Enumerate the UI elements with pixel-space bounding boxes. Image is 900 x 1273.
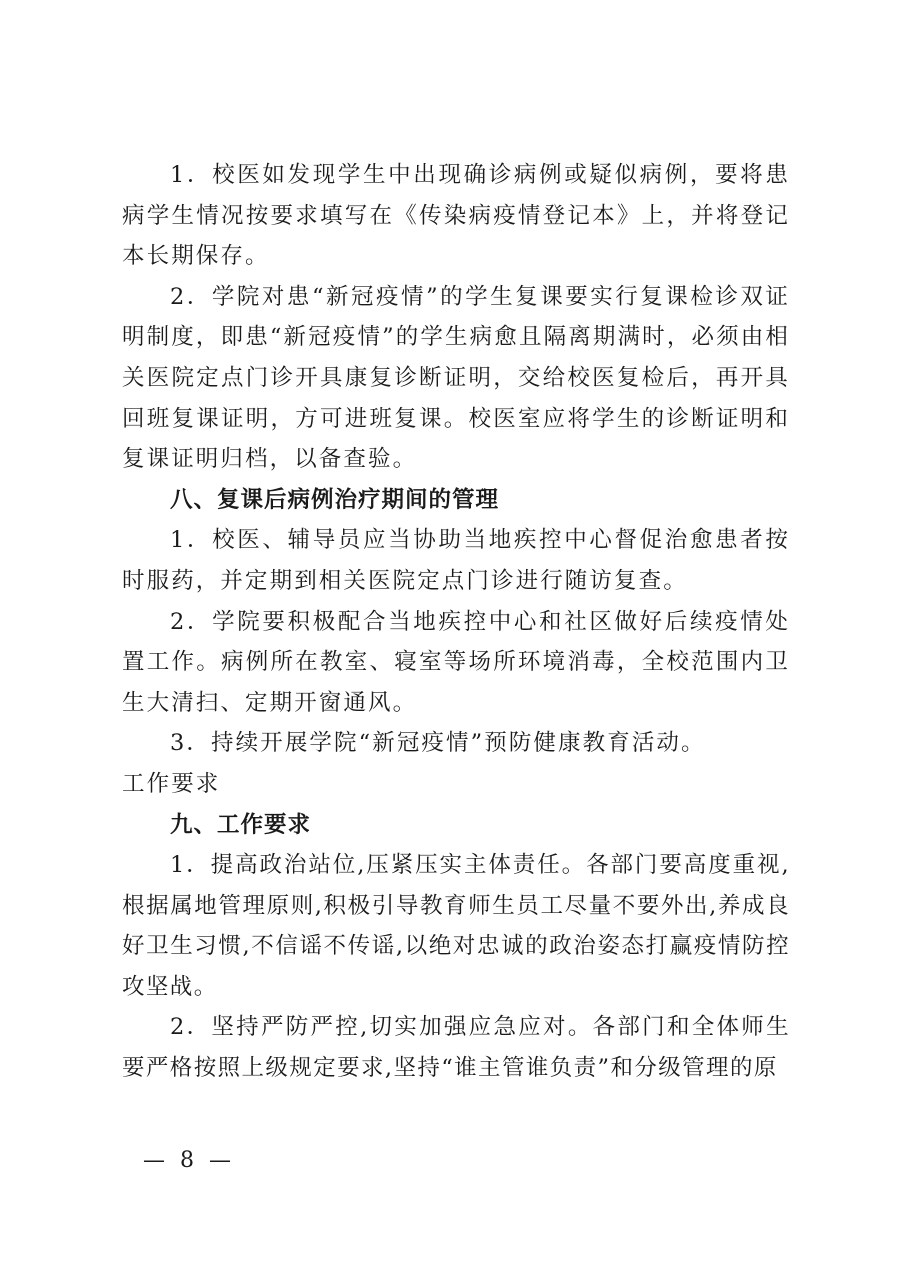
paragraph-5: 3．持续开展学院“新冠疫情”预防健康教育活动。 <box>170 730 706 757</box>
section-heading-9: 九、工作要求 <box>170 811 312 838</box>
paragraph-4: 2．学院要积极配合当地疾控中心和社区做好后续疫情处置工作。病例所在教室、寝室等场所环境消毒，全校范围内卫生大清扫、定期开窗通风。 <box>122 608 790 716</box>
stray-line: 工作要求 <box>122 770 221 797</box>
page-number: — 8 — <box>143 1148 235 1173</box>
paragraph-6: 1．提高政治站位,压紧压实主体责任。各部门要高度重视,根据属地管理原则,积极引导教育师生员工尽量不要外出,养成良好卫生习惯,不信谣不传谣,以绝对忠诚的政治姿态打赢疫情防控攻坚战。 <box>122 852 790 1000</box>
paragraph-7: 2．坚持严防严控,切实加强应急应对。各部门和全体师生要严格按照上级规定要求,坚持“谁主管谁负责”和分级管理的原 <box>122 1014 790 1082</box>
paragraph-2: 2．学院对患“新冠疫情”的学生复课要实行复课检诊双证明制度，即患“新冠疫情”的学生病愈且隔离期满时，必须由相关医院定点门诊开具康复诊断证明，交给校医复检后，再开具回班复课证明，方可进班复课。校医室应将学生的诊断证明和复课证明归档，以备查验。 <box>122 283 790 473</box>
paragraph-1: 1．校医如发现学生中出现确诊病例或疑似病例，要将患病学生情况按要求填写在《传染病疫情登记本》上，并将登记本长期保存。 <box>122 162 790 270</box>
document-body <box>122 155 790 1089</box>
paragraph-3: 1．校医、辅导员应当协助当地疾控中心督促治愈患者按时服药，并定期到相关医院定点门诊进行随访复查。 <box>122 527 790 594</box>
section-heading-8: 八、复课后病例治疗期间的管理 <box>170 486 500 513</box>
